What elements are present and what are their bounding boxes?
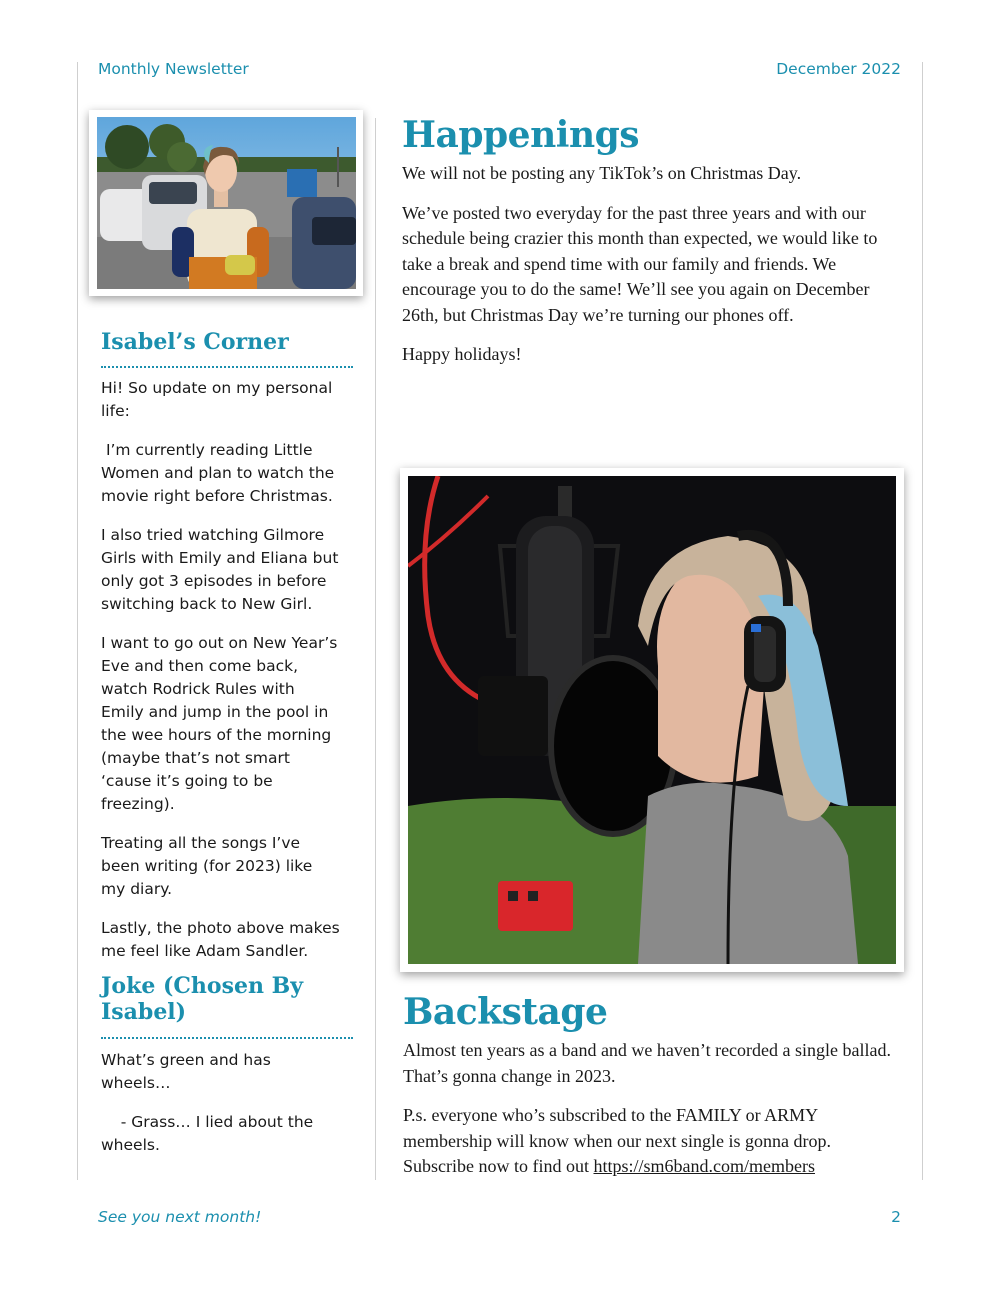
isabels-corner-divider — [101, 366, 353, 368]
happenings-body — [402, 161, 897, 382]
backstage-paragraph: Almost ten years as a band and we haven’t recorded a single ballad. That’s gonna change in 2023. — [403, 1040, 891, 1086]
backstage-subscribe-text: P.s. everyone who’s subscribed to the FAMILY or ARMY membership will know when our next single is gonna drop. Subscribe now to find out — [403, 1105, 831, 1176]
right-margin-rule — [922, 62, 923, 1180]
header-date: December 2022 — [776, 60, 901, 78]
isabel-parking-lot-photo — [89, 110, 363, 296]
column-divider-rule — [375, 118, 376, 1180]
joke-heading: Joke (Chosen By Isabel) — [101, 973, 303, 1025]
joke-answer: - Grass… I lied about the wheels. — [101, 1113, 319, 1154]
joke-question: What’s green and has wheels… — [101, 1051, 271, 1092]
backstage-heading: Backstage — [403, 991, 608, 1033]
isabels-corner-body — [101, 377, 341, 979]
isabels-corner-paragraph: I also tried watching Gilmore Girls with Emily and Eliana but only got 3 episodes in before switching back to New Girl. — [101, 526, 339, 613]
page-number: 2 — [891, 1208, 901, 1226]
photo-recording-studio-singer-image — [408, 476, 896, 964]
isabels-corner-paragraph: I want to go out on New Year’s Eve and then come back, watch Rodrick Rules with Emily and jump in the pool in the wee hours of the morning (maybe that’s not smart ‘cause it’s going to be freezing). — [101, 634, 338, 813]
left-margin-rule — [77, 62, 78, 1180]
recording-studio-photo — [400, 468, 904, 972]
isabels-corner-paragraph: Lastly, the photo above makes me feel like Adam Sandler. — [101, 919, 340, 960]
backstage-paragraph — [403, 1103, 903, 1180]
footer-signoff: See you next month! — [98, 1208, 262, 1226]
isabels-corner-paragraph: Hi! So update on my personal life: — [101, 379, 333, 420]
backstage-body — [403, 1038, 903, 1194]
isabels-corner-paragraph: I’m currently reading Little Women and plan to watch the movie right before Christmas. — [101, 441, 340, 505]
members-link[interactable]: https://sm6band.com/members — [593, 1156, 815, 1176]
photo-parking-lot-portrait-image — [97, 117, 356, 289]
happenings-paragraph: Happy holidays! — [402, 344, 522, 364]
joke-divider — [101, 1037, 353, 1039]
isabels-corner-paragraph: Treating all the songs I’ve been writing (for 2023) like my diary. — [101, 834, 313, 898]
joke-body — [101, 1049, 341, 1173]
happenings-paragraph: We will not be posting any TikTok’s on Christmas Day. — [402, 163, 802, 183]
happenings-heading: Happenings — [402, 114, 640, 156]
happenings-paragraph: We’ve posted two everyday for the past three years and with our schedule being crazier this month than expected, we would like to take a break and spend time with our family and friends. We encourage you to do the same! We’ll see you again on December 26th, but Christmas Day we’re turning our phones off. — [402, 202, 878, 325]
header-newsletter-label: Monthly Newsletter — [98, 60, 249, 78]
isabels-corner-heading: Isabel’s Corner — [101, 329, 289, 355]
